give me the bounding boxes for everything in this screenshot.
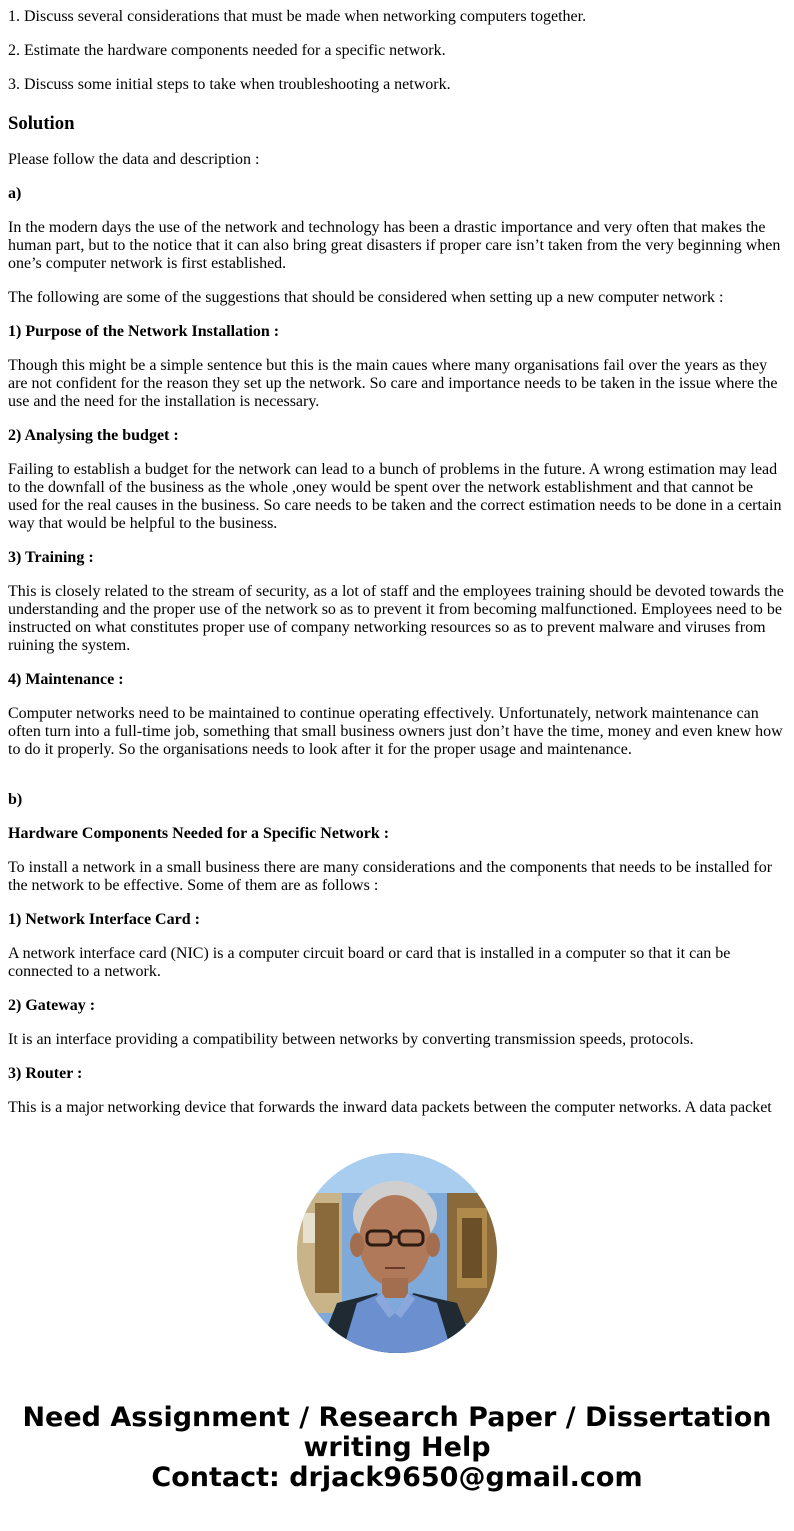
part-b-label: b) <box>8 791 23 808</box>
solution-intro: Please follow the data and description : <box>8 151 260 168</box>
solution-heading: Solution <box>8 113 75 134</box>
author-photo <box>297 1153 497 1353</box>
part-a-item-3-heading: 3) Training : <box>8 549 94 566</box>
part-b-item-3-text: This is a major networking device that forwards the inward data packets between the computer networks. A data packet <box>8 1099 772 1116</box>
part-b-item-3-heading: 3) Router : <box>8 1065 83 1082</box>
part-a-paragraph-2: The following are some of the suggestions that should be considered when setting up a new computer network : <box>8 289 724 306</box>
part-a-item-2-text: Failing to establish a budget for the network can lead to a bunch of problems in the future. A wrong estimation may lead to the downfall of the business as the whole ,oney would be spent over the network establishment and that cannot be used for the real causes in the business. So care needs to be taken and the correct estimation needs to be done in a certain way that would be helpful to the business. <box>8 461 782 532</box>
part-a-label: a) <box>8 185 22 202</box>
part-a-item-4-heading: 4) Maintenance : <box>8 671 124 688</box>
part-a-item-1-heading: 1) Purpose of the Network Installation : <box>8 323 280 340</box>
part-b-intro: To install a network in a small business there are many considerations and the components that needs to be installed for the network to be effective. Some of them are as follows : <box>8 859 773 894</box>
part-a-item-1-text: Though this might be a simple sentence but this is the main caues where many organisations fail over the years as they are not confident for the reason they set up the network. So care and importance needs to be taken in the issue where the use and the need for the installation is necessary. <box>8 357 778 410</box>
section-spacer <box>8 775 786 791</box>
document-body <box>0 8 794 1117</box>
part-b-item-2-text: It is an interface providing a compatibility between networks by converting transmission speeds, protocols. <box>8 1031 694 1048</box>
part-a-item-2-heading: 2) Analysing the budget : <box>8 427 179 444</box>
question-2: 2. Estimate the hardware components needed for a specific network. <box>8 42 446 59</box>
footer-banner <box>0 1403 794 1493</box>
part-a-item-3-text: This is closely related to the stream of security, as a lot of staff and the employees training should be devoted towards the understanding and the proper use of the network so as to prevent it from becoming malfunctioned. Employees need to be instructed on what constitutes proper use of company networking resources so as to prevent malware and viruses from ruining the system. <box>8 583 784 654</box>
part-b-item-2-heading: 2) Gateway : <box>8 997 96 1014</box>
portrait-illustration <box>297 1153 497 1353</box>
footer-contact-text: Contact: drjack9650@gmail.com <box>151 1462 643 1493</box>
question-3: 3. Discuss some initial steps to take when troubleshooting a network. <box>8 76 451 93</box>
part-a-paragraph-1: In the modern days the use of the network and technology has been a drastic importance and very often that makes the human part, but to the notice that it can also bring great disasters if proper care isn’t taken from the very beginning when one’s computer network is first established. <box>8 219 781 272</box>
part-a-item-4-text: Computer networks need to be maintained to continue operating effectively. Unfortunately, network maintenance can often turn into a full-time job, something that small business owners just don’t have the time, money and even knew how to do it properly. So the organisations needs to look after it for the proper usage and maintenance. <box>8 705 783 758</box>
question-1: 1. Discuss several considerations that must be made when networking computers together. <box>8 8 587 25</box>
part-b-item-1-heading: 1) Network Interface Card : <box>8 911 200 928</box>
part-b-item-1-text: A network interface card (NIC) is a computer circuit board or card that is installed in a computer so that it can be connected to a network. <box>8 945 731 980</box>
footer-help-text: Need Assignment / Research Paper / Dissertation writing Help <box>22 1402 772 1463</box>
part-b-heading: Hardware Components Needed for a Specific Network : <box>8 825 390 842</box>
